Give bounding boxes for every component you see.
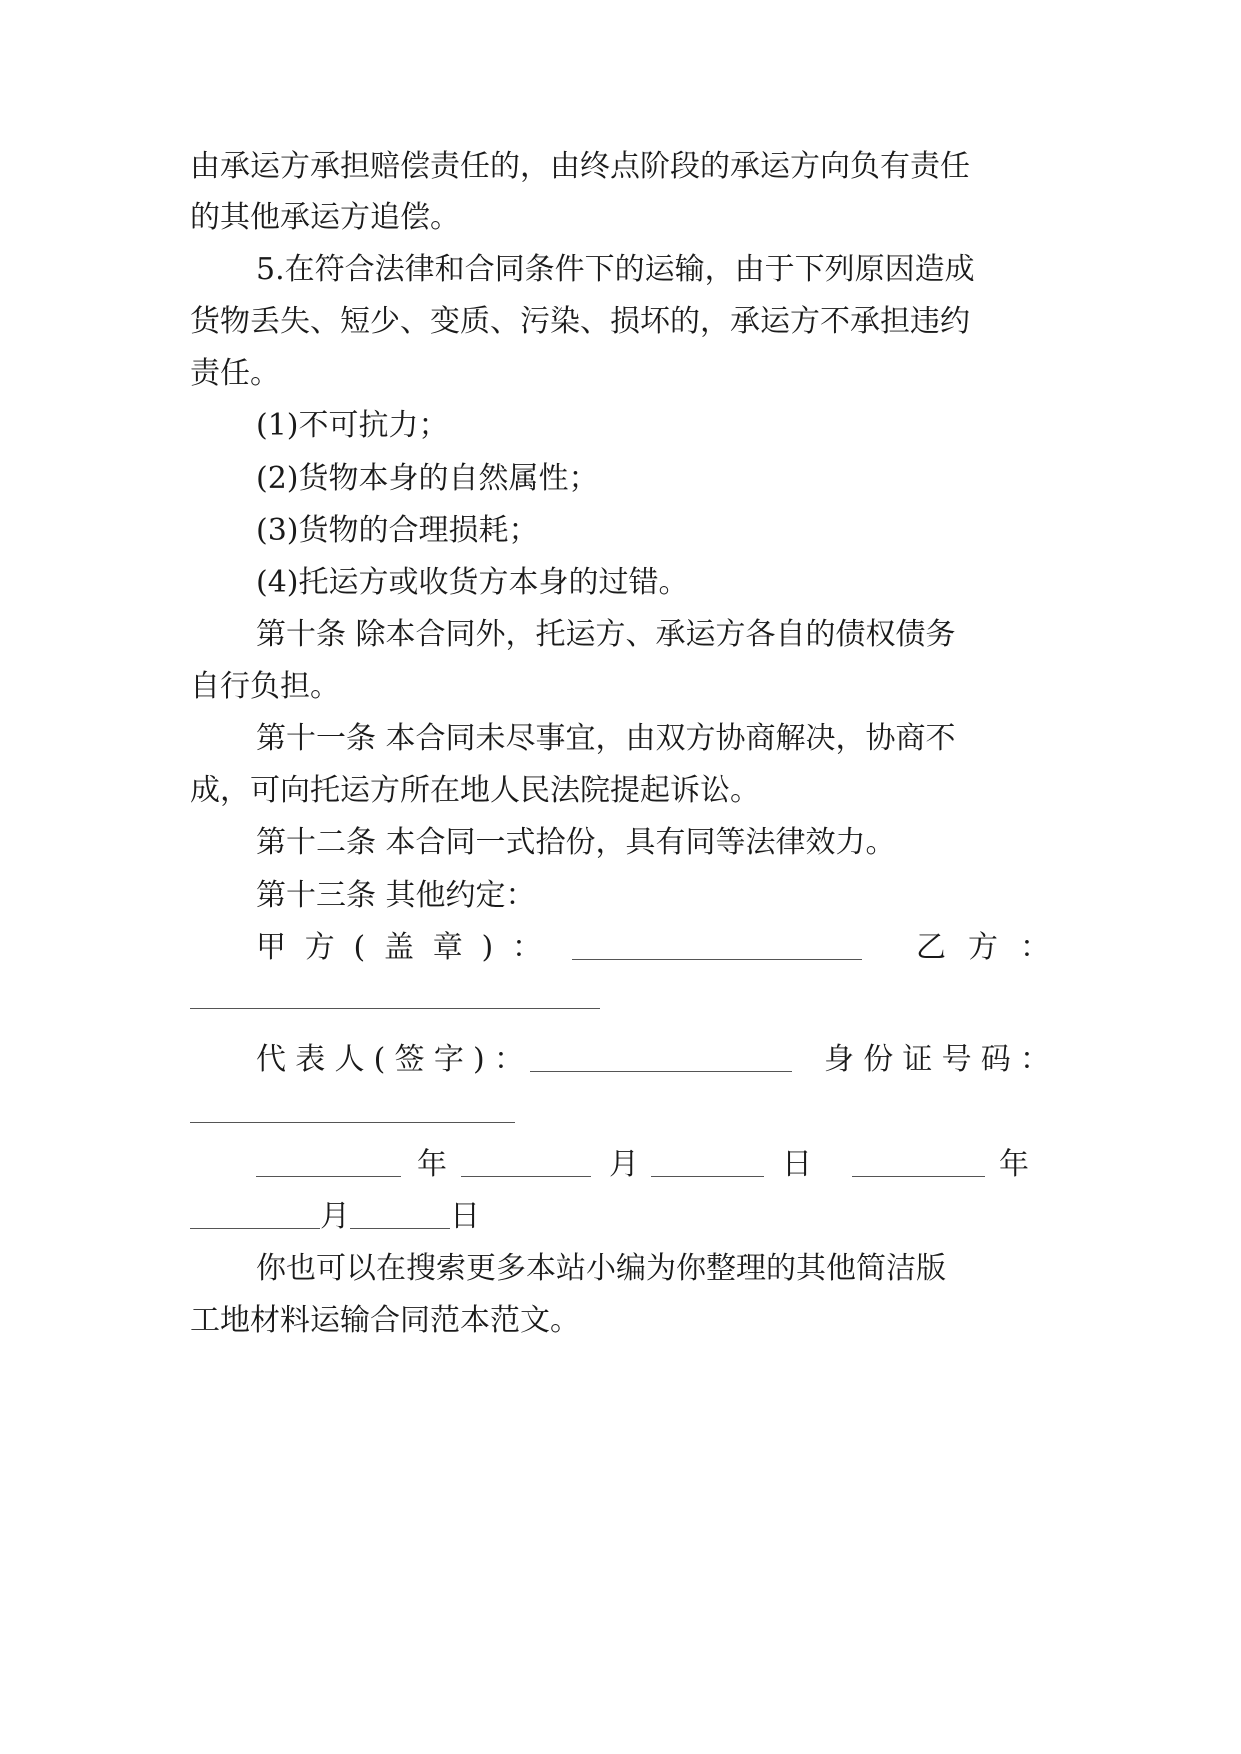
paragraph-line: 责任。 xyxy=(190,356,280,391)
party-b-blank[interactable] xyxy=(190,982,600,1009)
article-12-line: 第十二条 本合同一式拾份，具有同等法律效力。 xyxy=(256,825,896,860)
month-label: 月 xyxy=(609,1147,639,1182)
article-11-line: 第十一条 本合同未尽事宜，由双方协商解决，协商不 xyxy=(256,721,956,756)
list-item: (1)不可抗力； xyxy=(256,408,449,443)
closing-note-line: 你也可以在搜索更多本站小编为你整理的其他简洁版 xyxy=(256,1251,946,1286)
clause-5-line: 5.在符合法律和合同条件下的运输，由于下列原因造成 xyxy=(256,252,975,287)
party-a-label: 甲 方 ( 盖 章 ) ： xyxy=(256,930,542,965)
id-number-blank[interactable] xyxy=(190,1096,515,1123)
paragraph-line: 货物丢失、短少、变质、污染、损坏的，承运方不承担违约 xyxy=(190,304,970,339)
list-item: (3)货物的合理损耗； xyxy=(256,513,539,548)
month-label: 月 xyxy=(320,1199,350,1234)
closing-note-line: 工地材料运输合同范本范文。 xyxy=(190,1303,580,1338)
date-b-year-blank[interactable] xyxy=(852,1150,985,1177)
date-b-month-blank[interactable] xyxy=(190,1202,320,1229)
party-a-blank[interactable] xyxy=(572,933,862,960)
article-13-line: 第十三条 其他约定： xyxy=(256,878,536,913)
list-item: (4)托运方或收货方本身的过错。 xyxy=(256,565,689,600)
party-b-label: 乙 方 ： xyxy=(916,930,1050,965)
date-a-month-blank[interactable] xyxy=(461,1150,591,1177)
article-10-line: 第十条 除本合同外，托运方、承运方各自的债权债务 xyxy=(256,617,956,652)
party-signature-row xyxy=(256,928,1050,968)
representative-label: 代 表 人 ( 签 字 ) ： xyxy=(256,1042,524,1077)
paragraph-line: 自行负担。 xyxy=(190,669,340,704)
representative-row xyxy=(256,1040,1050,1080)
year-label: 年 xyxy=(417,1147,447,1182)
day-label: 日 xyxy=(450,1199,480,1234)
paragraph-line: 由承运方承担赔偿责任的，由终点阶段的承运方向负有责任 xyxy=(190,149,970,184)
id-number-label: 身 份 证 号 码 ： xyxy=(824,1042,1050,1077)
date-row-continued xyxy=(190,1197,480,1237)
date-b-day-blank[interactable] xyxy=(350,1202,450,1229)
year-label: 年 xyxy=(999,1147,1029,1182)
date-a-year-blank[interactable] xyxy=(256,1150,401,1177)
representative-blank[interactable] xyxy=(530,1045,792,1072)
date-a-day-blank[interactable] xyxy=(651,1150,764,1177)
paragraph-line: 的其他承运方追偿。 xyxy=(190,200,460,235)
date-row xyxy=(256,1145,1050,1185)
paragraph-line: 成，可向托运方所在地人民法院提起诉讼。 xyxy=(190,773,760,808)
list-item: (2)货物本身的自然属性； xyxy=(256,461,599,496)
day-label: 日 xyxy=(782,1147,812,1182)
